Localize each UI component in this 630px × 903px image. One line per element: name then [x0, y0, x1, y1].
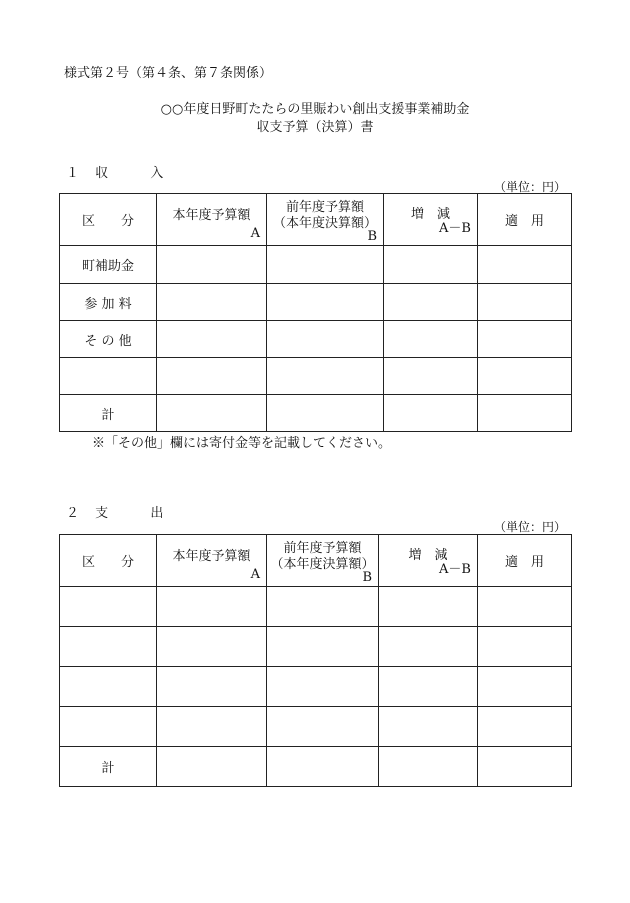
expense-header-diff [379, 535, 478, 587]
expense-header-row [60, 535, 572, 587]
cell[interactable] [157, 395, 267, 432]
cell[interactable] [157, 246, 267, 284]
cell[interactable] [157, 358, 267, 395]
cell[interactable] [267, 587, 379, 627]
income-header-previous-sub: （本年度決算額） [272, 216, 377, 231]
cell[interactable] [478, 321, 572, 358]
cell[interactable] [478, 667, 572, 707]
cell[interactable] [267, 358, 384, 395]
cell[interactable] [267, 395, 384, 432]
table-row [60, 284, 572, 321]
expense-header-budget [157, 535, 267, 587]
income-header-row [60, 194, 572, 246]
cell[interactable] [157, 627, 267, 667]
income-table [59, 193, 572, 432]
cell[interactable] [267, 747, 379, 787]
expense-header-previous-label: 前年度予算額 [283, 541, 362, 556]
income-heading [66, 162, 163, 181]
income-heading-number: １ [66, 166, 80, 181]
cell[interactable] [384, 358, 478, 395]
cell[interactable] [157, 321, 267, 358]
table-row [60, 627, 572, 667]
expense-heading-number: ２ [66, 506, 80, 521]
cell[interactable] [478, 587, 572, 627]
income-heading-char-2: 入 [150, 166, 164, 181]
expense-header-budget-label: 本年度予算額 [172, 549, 251, 564]
income-header-diff-label: 増 減 [410, 207, 450, 222]
cell[interactable] [478, 358, 572, 395]
document-title: ○○年度日野町たたらの里賑わい創出支援事業補助金 [160, 102, 470, 117]
cell[interactable] [267, 667, 379, 707]
table-row [60, 707, 572, 747]
cell[interactable] [478, 246, 572, 284]
expense-header-previous [267, 535, 379, 587]
expense-header-diff-label: 増 減 [408, 548, 448, 563]
cell[interactable] [478, 284, 572, 321]
expense-header-diff-formula: A－B [439, 562, 471, 577]
expense-heading [66, 502, 163, 521]
row-label: そ の 他 [60, 321, 157, 358]
income-header-category: 区 分 [60, 194, 157, 246]
income-header-diff [384, 194, 478, 246]
expense-heading-char-2: 出 [150, 506, 164, 521]
expense-header-remarks: 適 用 [478, 535, 572, 587]
income-header-previous-mark: B [367, 229, 377, 244]
cell[interactable] [384, 246, 478, 284]
row-label: 参 加 料 [60, 284, 157, 321]
income-header-budget [157, 194, 267, 246]
cell[interactable] [384, 284, 478, 321]
income-header-diff-formula: A－B [439, 221, 471, 236]
cell[interactable] [384, 395, 478, 432]
income-header-budget-mark: A [250, 226, 260, 241]
cell[interactable] [157, 284, 267, 321]
income-heading-char-1: 収 [95, 166, 109, 181]
cell[interactable] [157, 667, 267, 707]
table-row [60, 587, 572, 627]
table-row [60, 321, 572, 358]
table-row [60, 246, 572, 284]
cell[interactable] [478, 747, 572, 787]
expense-table [59, 534, 572, 787]
row-label [60, 707, 157, 747]
cell[interactable] [267, 284, 384, 321]
total-row [60, 395, 572, 432]
table-row [60, 667, 572, 707]
income-header-previous [267, 194, 384, 246]
expense-header-category: 区 分 [60, 535, 157, 587]
income-header-remarks: 適 用 [478, 194, 572, 246]
cell[interactable] [267, 627, 379, 667]
cell[interactable] [379, 627, 478, 667]
row-label [60, 587, 157, 627]
expense-header-budget-mark: A [250, 567, 260, 582]
cell[interactable] [157, 707, 267, 747]
cell[interactable] [478, 395, 572, 432]
cell[interactable] [267, 707, 379, 747]
row-label [60, 358, 157, 395]
cell[interactable] [267, 246, 384, 284]
expense-header-previous-mark: B [362, 570, 372, 585]
total-label: 計 [60, 395, 157, 432]
cell[interactable] [267, 321, 384, 358]
form-number: 様式第２号（第４条、第７条関係） [64, 66, 273, 81]
income-note: ※「その他」欄には寄付金等を記載してください。 [92, 436, 392, 451]
row-label [60, 667, 157, 707]
total-row [60, 747, 572, 787]
cell[interactable] [384, 321, 478, 358]
cell[interactable] [157, 587, 267, 627]
table-row [60, 358, 572, 395]
row-label [60, 627, 157, 667]
cell[interactable] [379, 587, 478, 627]
cell[interactable] [478, 627, 572, 667]
income-unit-label: （単位：円） [494, 180, 567, 194]
expense-header-previous-sub: （本年度決算額） [270, 557, 375, 572]
expense-unit-label: （単位：円） [494, 520, 567, 534]
income-header-previous-label: 前年度予算額 [285, 200, 364, 215]
document-subtitle: 収支予算（決算）書 [256, 120, 374, 135]
cell[interactable] [157, 747, 267, 787]
cell[interactable] [379, 747, 478, 787]
cell[interactable] [379, 707, 478, 747]
total-label: 計 [60, 747, 157, 787]
income-header-budget-label: 本年度予算額 [172, 208, 251, 223]
cell[interactable] [379, 667, 478, 707]
row-label: 町補助金 [60, 246, 157, 284]
expense-heading-char-1: 支 [95, 506, 109, 521]
cell[interactable] [478, 707, 572, 747]
